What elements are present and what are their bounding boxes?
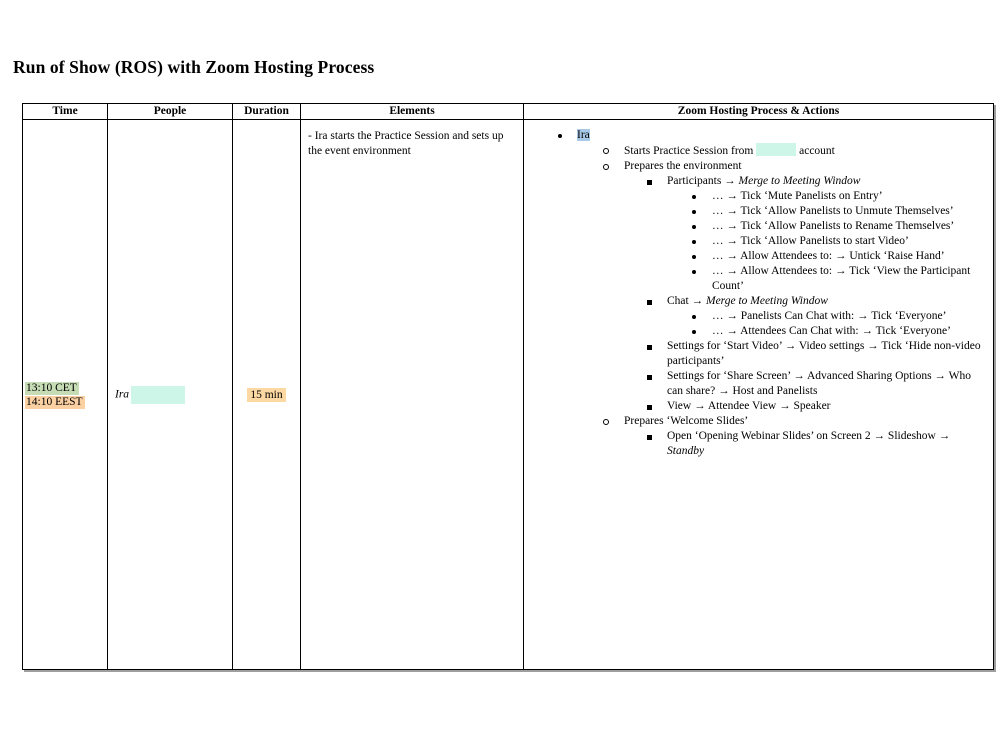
bullet-square-icon	[647, 375, 652, 380]
process-item-text: Participants →	[667, 175, 739, 187]
time-line	[25, 395, 107, 409]
process-item-text: … → Tick ‘Allow Panelists to start Video’	[712, 235, 909, 247]
bullet-disc-icon	[692, 195, 696, 199]
bullet-disc-icon	[692, 315, 696, 319]
elements-text: - Ira starts the Practice Session and sets up the event environment	[308, 130, 504, 157]
process-item-text: … → Allow Attendees to: → Tick ‘View the Participant Count’	[712, 265, 971, 292]
bullet-disc-icon	[692, 255, 696, 259]
bullet-disc-icon	[558, 134, 562, 138]
process-item-text: account	[796, 145, 835, 157]
process-item	[524, 399, 988, 414]
bullet-square-icon	[647, 405, 652, 410]
duration-cell	[233, 120, 301, 670]
process-item-text: Prepares the environment	[624, 160, 742, 172]
bullet-square-icon	[647, 300, 652, 305]
bullet-circle-icon	[603, 419, 609, 425]
col-header-duration: Duration	[233, 104, 301, 120]
process-list	[524, 128, 988, 459]
duration-value: 15 min	[247, 388, 285, 402]
process-item	[524, 143, 988, 159]
process-item	[524, 128, 988, 143]
col-header-people: People	[108, 104, 233, 120]
process-item	[524, 309, 988, 324]
process-item	[524, 189, 988, 204]
col-header-elements: Elements	[301, 104, 524, 120]
table-row	[23, 120, 994, 670]
process-item-text: … → Allow Attendees to: → Untick ‘Raise Hand’	[712, 250, 945, 262]
time-lines	[25, 381, 107, 409]
process-item-text: Chat →	[667, 295, 706, 307]
process-item-text: View → Attendee View → Speaker	[667, 400, 831, 412]
people-cell	[108, 120, 233, 670]
process-item	[524, 159, 988, 174]
bullet-disc-icon	[692, 225, 696, 229]
time-cell	[23, 120, 108, 670]
process-item-text: … → Attendees Can Chat with: → Tick ‘Everyone’	[712, 325, 951, 337]
process-item	[524, 249, 988, 264]
process-item	[524, 204, 988, 219]
process-item-text: Merge to Meeting Window	[738, 175, 861, 187]
process-item-text: Starts Practice Session from	[624, 145, 757, 157]
process-item-text: … → Tick ‘Allow Panelists to Rename Themselves’	[712, 220, 955, 232]
process-item	[524, 174, 988, 189]
process-item	[524, 429, 988, 459]
process-item-text: Merge to Meeting Window	[705, 295, 828, 307]
process-item-text: … → Tick ‘Mute Panelists on Entry’	[712, 190, 883, 202]
bullet-disc-icon	[692, 330, 696, 334]
process-item-text: Prepares ‘Welcome Slides’	[624, 415, 749, 427]
bullet-square-icon	[647, 345, 652, 350]
process-item	[524, 414, 988, 429]
process-item	[524, 294, 988, 309]
elements-cell	[301, 120, 524, 670]
highlight-placeholder	[756, 143, 796, 156]
bullet-circle-icon	[603, 148, 609, 154]
process-item	[524, 369, 988, 399]
process-item-text: Standby	[667, 445, 705, 457]
highlighted-text: Ira	[577, 129, 590, 141]
process-item-text: … → Panelists Can Chat with: → Tick ‘Everyone’	[712, 310, 947, 322]
process-item-text: Settings for ‘Start Video’ → Video settings → Tick ‘Hide non-video participants’	[667, 340, 981, 367]
highlighted-text: 14:10 EEST	[26, 395, 83, 408]
bullet-circle-icon	[603, 164, 609, 170]
bullet-square-icon	[647, 435, 652, 440]
process-item	[524, 234, 988, 249]
process-cell	[524, 120, 994, 670]
bullet-square-icon	[647, 180, 652, 185]
process-item-text: Settings for ‘Share Screen’ → Advanced Sharing Options → Who can share? → Host and Panelists	[667, 370, 971, 397]
col-header-time: Time	[23, 104, 108, 120]
table-header-row	[23, 104, 994, 120]
bullet-disc-icon	[692, 240, 696, 244]
process-item	[524, 264, 988, 294]
process-item	[524, 219, 988, 234]
process-item	[524, 324, 988, 339]
col-header-process: Zoom Hosting Process & Actions	[524, 104, 994, 120]
time-line	[25, 381, 107, 395]
highlighted-text: 13:10 CET	[26, 381, 77, 394]
bullet-disc-icon	[692, 210, 696, 214]
ros-table	[22, 103, 994, 670]
process-item-text: … → Tick ‘Allow Panelists to Unmute Themselves’	[712, 205, 954, 217]
page-title: Run of Show (ROS) with Zoom Hosting Process	[13, 57, 375, 77]
highlight-placeholder	[131, 386, 185, 404]
process-item	[524, 339, 988, 369]
people-name: Ira	[115, 388, 130, 401]
process-item-text: Open ‘Opening Webinar Slides’ on Screen 2 → Slideshow →	[667, 430, 951, 442]
bullet-disc-icon	[692, 270, 696, 274]
